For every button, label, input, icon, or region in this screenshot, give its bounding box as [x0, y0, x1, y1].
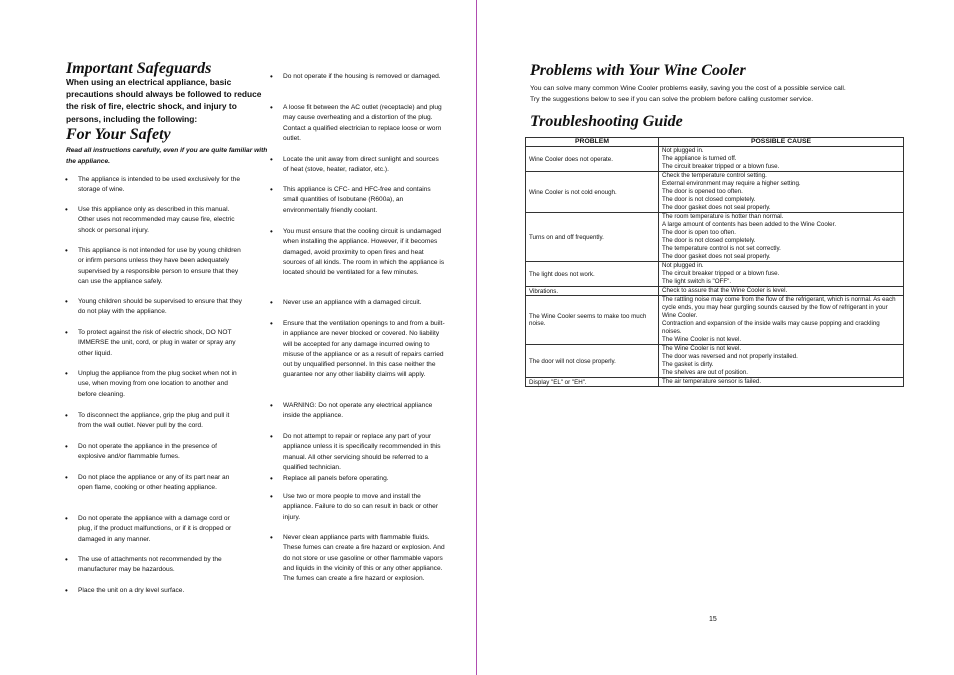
table-row: [526, 147, 904, 172]
cause-item: Check to assure that the Wine Cooler is level.: [662, 287, 788, 294]
cause-item: The shelves are out of position.: [662, 369, 748, 376]
list-item: • The appliance is intended to be used exclusively for the storage of wine.: [65, 175, 241, 194]
list-item: • This appliance is not intended for use by young children or infirm persons unless they have been adequately supervised by a responsible person to ensure that they can use the appliance safely.: [65, 246, 241, 285]
cause-item: The door gasket does not seal properly.: [662, 204, 771, 211]
heading-troubleshooting: Troubleshooting Guide: [530, 113, 683, 130]
problem-cell: Turns on and off frequently.: [526, 213, 659, 262]
cause-item: The temperature control is not set correctly.: [662, 245, 781, 252]
list-item: • Do not operate the appliance with a damage cord or plug, if the product malfunctions, or if it is dropped or damaged in any manner.: [65, 514, 232, 543]
bullet-icon: •: [65, 411, 68, 420]
table-row: [526, 287, 904, 296]
causes-cell: [659, 262, 904, 287]
cause-item: The circuit breaker tripped or a blown fuse.: [662, 270, 780, 277]
list-item: • Young children should be supervised to ensure that they do not play with the appliance.: [65, 297, 242, 316]
bullet-icon: •: [270, 103, 273, 112]
cause-item: The door is open too often.: [662, 229, 736, 236]
problem-cell: Vibrations.: [526, 287, 659, 296]
problems-paragraph-2: Try the suggestions below to see if you can solve the problem before calling customer service.: [530, 96, 814, 103]
cause-item: The appliance is turned off.: [662, 155, 737, 162]
causes-cell: [659, 147, 904, 172]
bullet-icon: •: [65, 586, 68, 595]
table-row: [526, 213, 904, 262]
cause-item: Not plugged in.: [662, 262, 704, 269]
bullet-icon: •: [65, 205, 68, 214]
table-row: [526, 172, 904, 213]
list-item: • WARNING: Do not operate any electrical appliance inside the appliance.: [270, 401, 433, 420]
bullet-icon: •: [270, 533, 273, 542]
causes-cell: [659, 345, 904, 378]
list-item: • Unplug the appliance from the plug socket when not in use, when moving from one location to another and before cleaning.: [65, 369, 237, 398]
list-item: • You must ensure that the cooling circuit is undamaged when installing the appliance. However, if it becomes damaged, avoid proximity to open fires and heat sources of all kinds. The room in which the appliance is located should be ventilated for a few minutes.: [270, 227, 445, 277]
cause-item: The door is opened too often.: [662, 188, 743, 195]
list-item: • Use two or more people to move and install the appliance. Failure to do so can result in back or other injury.: [270, 492, 439, 521]
table-header-row: [526, 138, 904, 147]
bullet-icon: •: [65, 369, 68, 378]
list-item: • Do not attempt to repair or replace any part of your appliance unless it is specifically recommended in this manual. All other servicing should be referred to a qualified technician.: [270, 432, 441, 471]
list-item: • Use this appliance only as described in this manual. Other uses not recommended may cause fire, electric shock or personal injury.: [65, 205, 235, 234]
causes-cell: [659, 213, 904, 262]
heading-problems: Problems with Your Wine Cooler: [530, 62, 746, 79]
bullet-icon: •: [65, 246, 68, 255]
table-row: [526, 345, 904, 378]
bullet-icon: •: [270, 401, 273, 410]
heading-important-safeguards: Important Safeguards: [66, 60, 212, 77]
causes-cell: [659, 172, 904, 213]
causes-cell: [659, 287, 904, 296]
bullet-icon: •: [65, 473, 68, 482]
bullet-icon: •: [65, 555, 68, 564]
heading-for-your-safety: For Your Safety: [66, 126, 171, 143]
cause-item: The air temperature sensor is failed.: [662, 378, 762, 385]
cause-item: Contraction and expansion of the inside walls may cause popping and crackling noises.: [662, 320, 880, 335]
list-item: • Never use an appliance with a damaged circuit.: [270, 298, 422, 307]
list-item: • Ensure that the ventilation openings to and from a built-in appliance are never blocked or covered. No liability will be accepted for any damage incurred owing to misuse of the appliance or as a result of repairs carried out by unqualified personnel. In this case neither the guarantee nor any other liability claims will apply.: [270, 319, 445, 379]
list-item: • This appliance is CFC- and HFC-free and contains small quantities of Isobutane (R600a), an environmentally friendly coolant.: [270, 185, 431, 214]
causes-cell: [659, 296, 904, 345]
cause-item: The door is not closed completely.: [662, 237, 756, 244]
bullet-icon: •: [65, 514, 68, 523]
bullet-icon: •: [270, 185, 273, 194]
bullet-icon: •: [270, 72, 273, 81]
cause-item: The door is not closed completely.: [662, 196, 756, 203]
bullet-icon: •: [65, 328, 68, 337]
list-item: • Replace all panels before operating.: [270, 474, 389, 483]
cause-item: The rattling noise may come from the flow of the refrigerant, which is normal. As each cycle ends, you may hear gurgling sounds caused by the flow of refrigerant in your Wine Cooler.: [662, 296, 896, 319]
list-item: • Place the unit on a dry level surface.: [65, 586, 185, 595]
table-row: [526, 262, 904, 287]
list-item: • Do not operate if the housing is removed or damaged.: [270, 72, 441, 81]
cause-item: The gasket is dirty.: [662, 361, 714, 368]
cause-item: Not plugged in.: [662, 147, 704, 154]
causes-cell: [659, 378, 904, 387]
problems-paragraph-1: You can solve many common Wine Cooler problems easily, saving you the cost of a possible service call.: [530, 85, 846, 92]
list-item: • Locate the unit away from direct sunlight and sources of heat (stove, heater, radiator, etc.).: [270, 155, 439, 174]
bullet-icon: •: [270, 492, 273, 501]
list-item: • To protect against the risk of electric shock, DO NOT IMMERSE the unit, cord, or plug in water or spray any other liquid.: [65, 328, 236, 357]
list-item: • Do not operate the appliance in the presence of explosive and/or flammable fumes.: [65, 442, 217, 461]
list-item: • A loose fit between the AC outlet (receptacle) and plug may cause overheating and a distortion of the plug. Contact a qualified electrician to replace loose or worn outlet.: [270, 103, 442, 142]
cause-item: External environment may require a higher setting.: [662, 180, 801, 187]
column-header-problem: PROBLEM: [526, 138, 659, 147]
bullet-icon: •: [270, 227, 273, 236]
safety-intro: Read all instructions carefully, even if you are quite familiar with the appliance.: [66, 147, 268, 165]
safeguards-intro: When using an electrical appliance, basic precautions should always be followed to reduce the risk of fire, electric shock, and injury to persons, including the following:: [66, 77, 262, 124]
list-item: • Never clean appliance parts with flammable fluids. These fumes can create a fire hazard or explosion. And do not store or use gasoline or other flammable vapors and liquids in the vicinity of this or any other appliance. The fumes can create a fire hazard or explosion.: [270, 533, 445, 583]
cause-item: The light switch is "OFF".: [662, 278, 732, 285]
bullet-icon: •: [270, 432, 273, 441]
bullet-icon: •: [270, 155, 273, 164]
table-row: [526, 296, 904, 345]
bullet-icon: •: [65, 442, 68, 451]
list-item: • Do not place the appliance or any of its part near an open flame, cooking or other heating appliance.: [65, 473, 230, 492]
problem-cell: Wine Cooler is not cold enough.: [526, 172, 659, 213]
cause-item: The door was reversed and not properly installed.: [662, 353, 798, 360]
cause-item: The Wine Cooler is not level.: [662, 345, 742, 352]
table-row: [526, 378, 904, 387]
bullet-icon: •: [270, 319, 273, 328]
bullet-icon: •: [270, 474, 273, 483]
cause-item: The circuit breaker tripped or a blown fuse.: [662, 163, 780, 170]
page-number: 15: [709, 616, 717, 623]
page-divider: [476, 0, 477, 675]
cause-item: The door gasket does not seal properly.: [662, 253, 771, 260]
bullet-icon: •: [270, 298, 273, 307]
problem-cell: Wine Cooler does not operate.: [526, 147, 659, 172]
problem-cell: Display "EL" or "EH".: [526, 378, 659, 387]
list-item: • To disconnect the appliance, grip the plug and pull it from the wall outlet. Never pull by the cord.: [65, 411, 230, 430]
troubleshooting-table: [525, 137, 904, 387]
cause-item: Check the temperature control setting.: [662, 172, 767, 179]
problem-cell: The door will not close properly.: [526, 345, 659, 378]
cause-item: The room temperature is hotter than normal.: [662, 213, 784, 220]
cause-item: A large amount of contents has been added to the Wine Cooler.: [662, 221, 837, 228]
bullet-icon: •: [65, 175, 68, 184]
cause-item: The Wine Cooler is not level.: [662, 336, 742, 343]
bullet-icon: •: [65, 297, 68, 306]
list-item: • The use of attachments not recommended by the manufacturer may be hazardous.: [65, 555, 222, 574]
problem-cell: The Wine Cooler seems to make too much noise.: [526, 296, 659, 345]
column-header-cause: POSSIBLE CAUSE: [659, 138, 904, 147]
problem-cell: The light does not work.: [526, 262, 659, 287]
